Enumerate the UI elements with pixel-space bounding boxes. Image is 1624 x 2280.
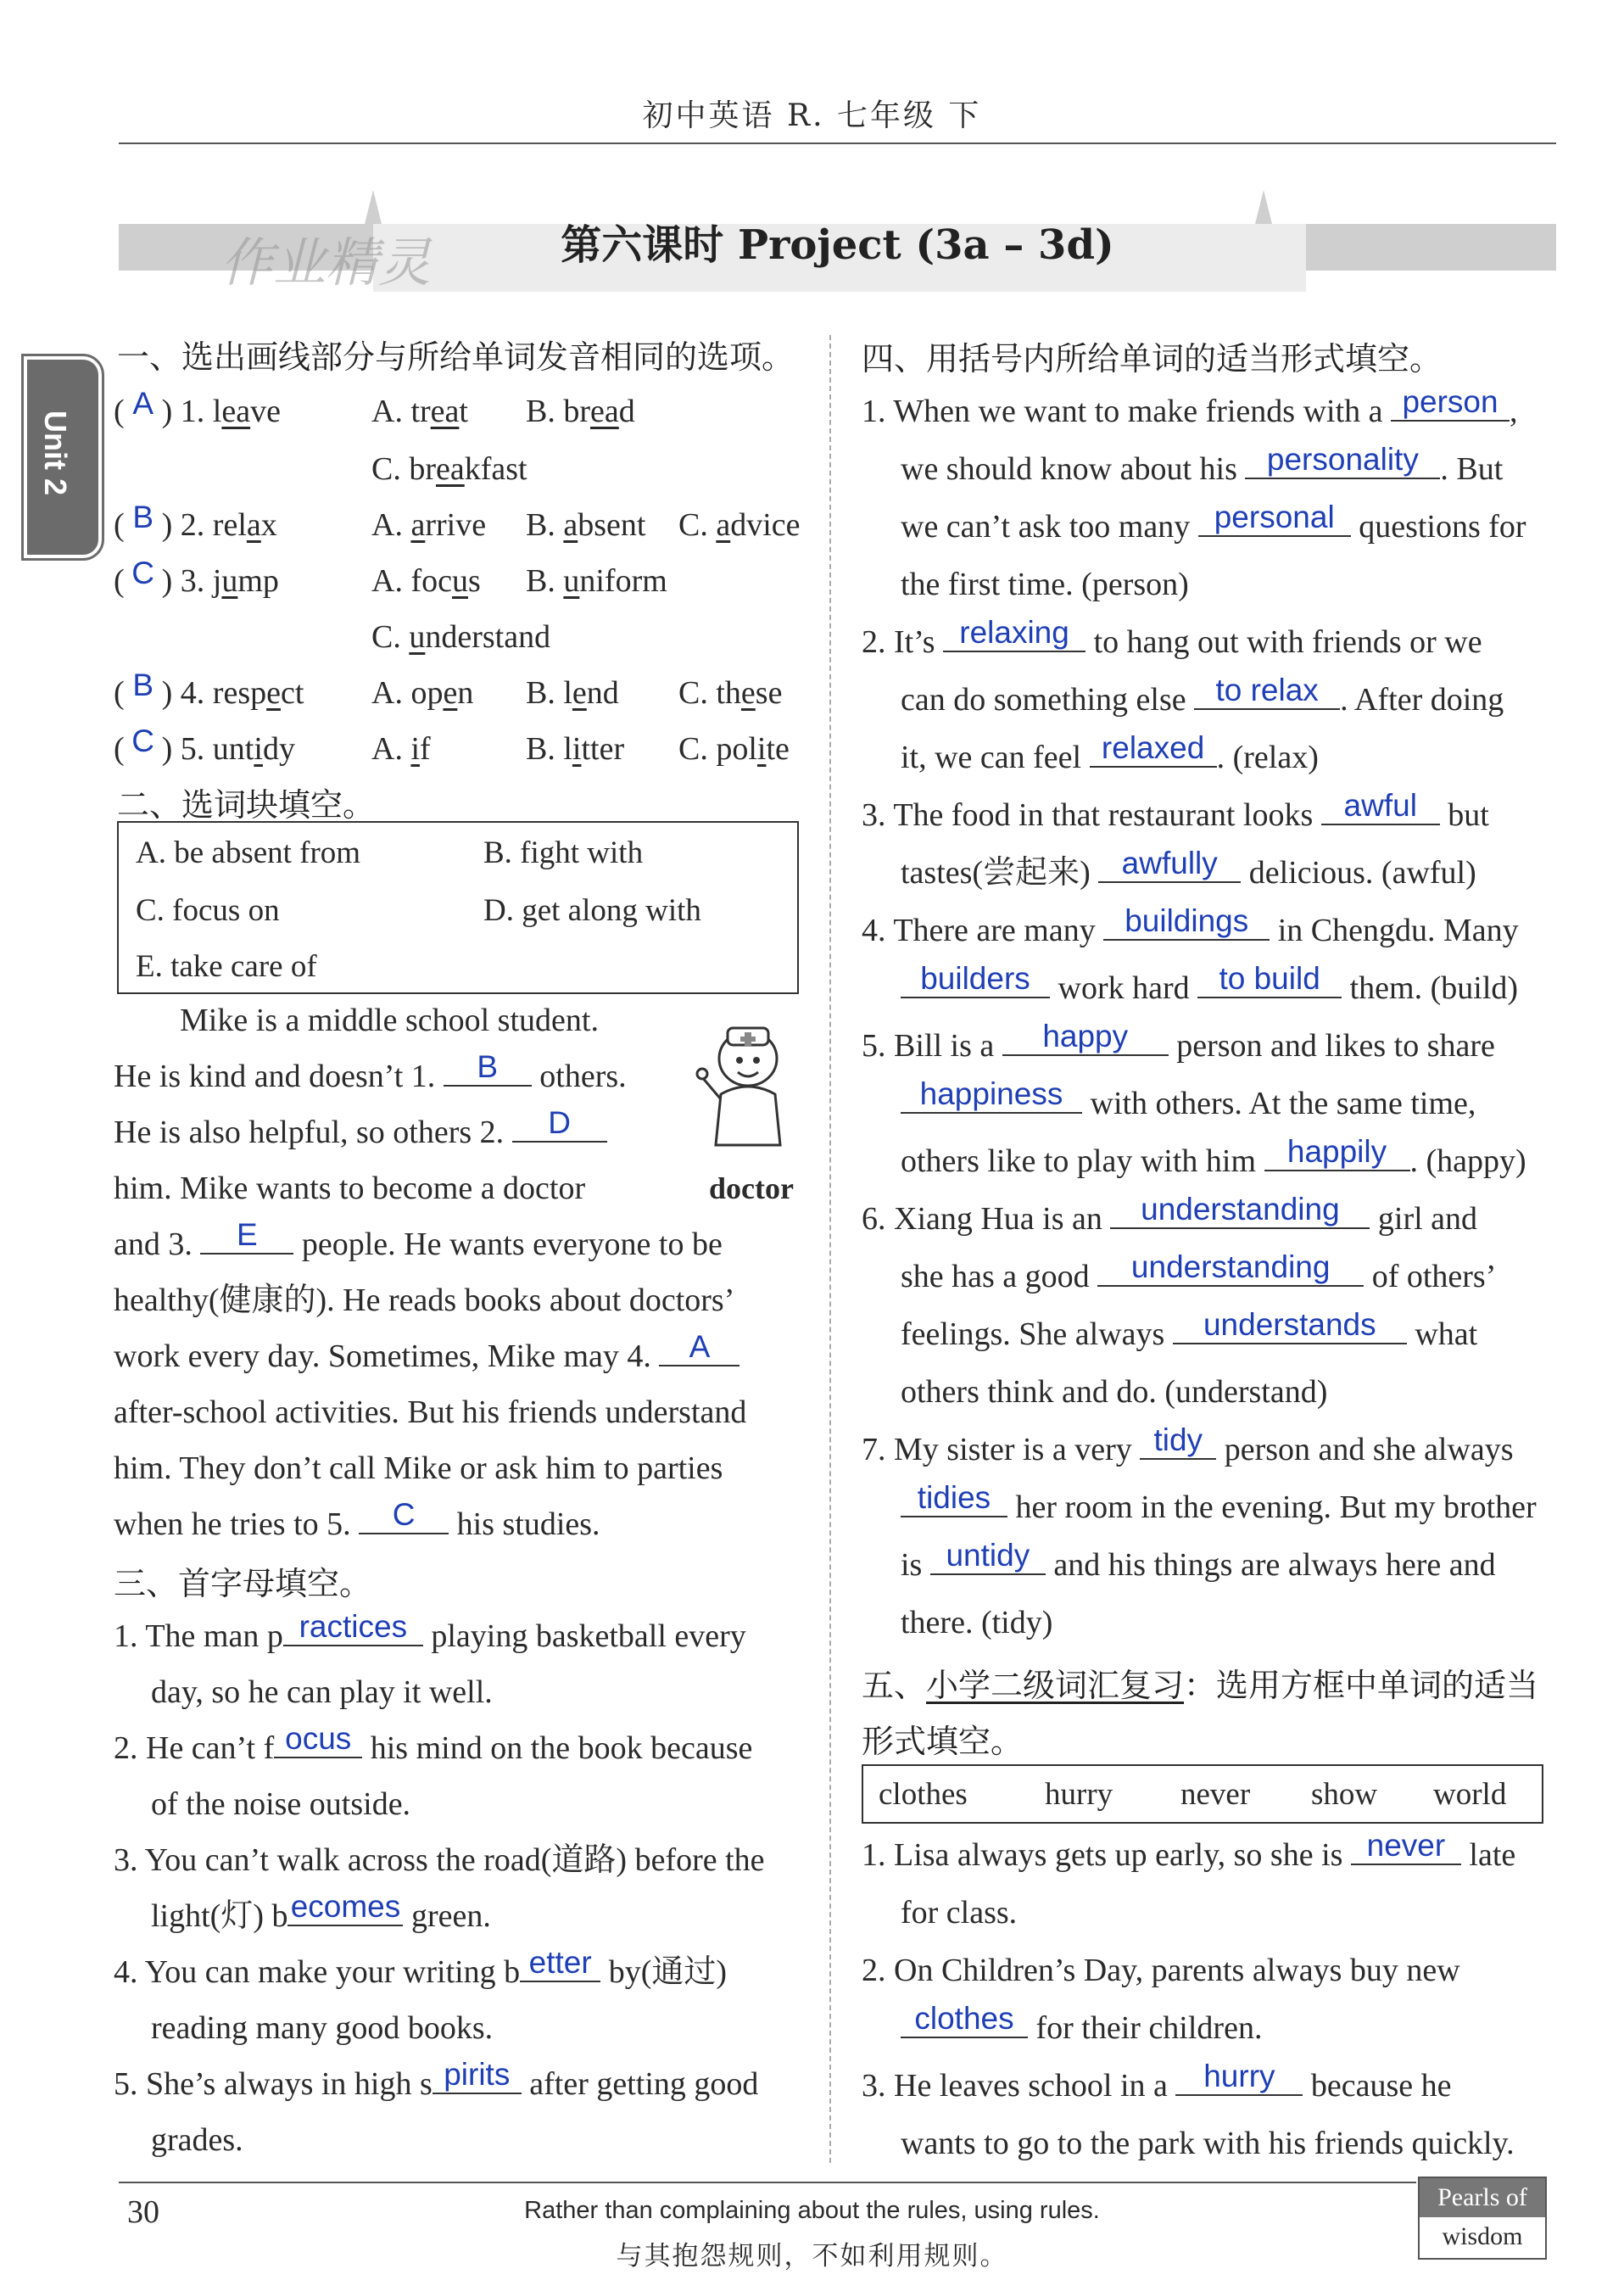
passage-line-1: Mike is a middle school student. [180,1003,599,1038]
s4-q1-l2: we should know about his personality . But [901,442,1504,487]
s5-word-1: clothes [879,1777,968,1812]
page-title: 第六课时 Project (3a – 3d) [561,221,1114,269]
s1-item-4-option-b: B. lend [526,675,619,711]
s1-item-5-option-c: C. polite [678,731,790,767]
passage-line-6: healthy(健康的). He reads books about doctors’ [114,1282,735,1318]
s3-q3: 3. You can’t walk across the road(道路) before the [114,1842,765,1878]
s4-q7-l4: there. (tidy) [901,1605,1053,1640]
s4-q6-l1: 6. Xiang Hua is an understanding girl and [862,1192,1478,1237]
section5-word-box [862,1764,1543,1824]
s1-answer: B [132,668,153,702]
pearls-badge-top: Pearls of [1420,2178,1545,2217]
s4-q2-l3: it, we can feel relaxed . (relax) [901,730,1319,775]
footer-quote-en: Rather than complaining about the rules, using rules. [524,2197,1100,2224]
section5-heading-line2: 形式填空。 [862,1723,1024,1760]
s1-item-5: ( C ) 5. untidy [114,724,295,767]
s1-item-3-option-a: A. focus [371,563,481,599]
s5-q2-l1: 2. On Children’s Day, parents always buy new [862,1953,1460,1988]
s4-q3-l1: 3. The food in that restaurant looks awful but [862,788,1489,833]
s1-item-1: ( A ) 1. leave [114,386,281,429]
s4-q1-l1: 1. When we want to make friends with a person , [862,384,1518,429]
s1-answer: B [132,500,153,534]
s1-item-3-option-b: B. uniform [526,563,667,599]
word-bank-b: B. fight with [483,835,644,870]
s1-item-2-option-a: A. arrive [371,507,487,543]
doctor-caption: doctor [709,1171,794,1205]
s5-q3-l1: 3. He leaves school in a hurry because he [862,2059,1452,2104]
passage-line-4: him. Mike wants to become a doctor [114,1171,586,1206]
s1-item-1-option-c: C. breakfast [371,451,527,487]
section2-heading: 二、选词块填空。 [117,786,376,824]
passage-line-10: when he tries to 5. C his studies. [114,1497,600,1542]
passage-answer-3: E [237,1217,258,1252]
s1-item-2-option-c: C. advice [678,507,801,543]
passage-line-9: him. They don’t call Mike or ask him to parties [114,1450,723,1486]
section5-heading: 五、小学二级词汇复习：选用方框中单词的适当 [862,1667,1539,1704]
passage-line-8: after-school activities. But his friends understand [114,1394,747,1430]
s5-q1-l1: 1. Lisa always gets up early, so she is never late [862,1828,1516,1873]
s1-item-2: ( B ) 2. relax [114,500,277,543]
s1-item-5-option-b: B. litter [526,731,625,767]
header-rule [119,142,1556,144]
unit-side-tab [24,356,102,558]
s5-word-4: show [1311,1777,1378,1812]
passage-line-7: work every day. Sometimes, Mike may 4. A [114,1340,739,1372]
s5-word-3: never [1180,1777,1251,1812]
footer-rule [119,2182,1416,2183]
s1-item-1-option-b: B. bread [526,394,635,429]
passage-line-3: He is also helpful, so others 2. D [114,1116,607,1148]
s4-q4-l2: builders work hard to build them. (build) [901,972,1518,1004]
s5-word-5: world [1433,1777,1507,1812]
section4-heading: 四、用括号内所给单词的适当形式填空。 [862,340,1443,377]
pearls-badge [1418,2177,1547,2260]
s4-q5-l2: happiness with others. At the same time, [901,1087,1476,1120]
word-bank-a: A. be absent from [136,835,361,870]
s1-item-5-option-a: A. if [371,731,431,767]
s1-item-4-option-c: C. these [678,675,783,711]
pearls-badge-bottom: wisdom [1442,2222,1523,2250]
s3-q2-cont: of the noise outside. [151,1786,411,1822]
unit-label: Unit 2 [38,411,73,496]
s4-q1-l3: we can’t ask too many personal questions for [901,500,1526,545]
s4-q1-l4: the first time. (person) [901,567,1189,602]
s4-q5-l1: 5. Bill is a happy person and likes to share [862,1019,1495,1064]
s4-q4-l1: 4. There are many buildings in Chengdu. Many [862,903,1519,948]
section1-heading: 一、选出画线部分与所给单词发音相同的选项。 [117,338,795,376]
passage-line-2: He is kind and doesn’t 1. B others. [114,1049,627,1094]
section3-heading: 三、首字母填空。 [114,1565,372,1602]
doctor-illustration [695,1018,797,1154]
doctor-cartoon-icon [695,1018,797,1154]
s4-q2-l1: 2. It’s relaxing to hang out with friends or we [862,615,1482,660]
s3-q5-cont: grades. [151,2122,243,2158]
s1-answer: C [131,724,155,758]
s4-q2-l2: can do something else to relax . After doing [901,673,1504,718]
s3-q5: 5. She’s always in high s pirits after getting good [114,2057,759,2102]
title-banner [119,190,1556,292]
word-bank-e: E. take care of [136,949,317,984]
s1-item-3-option-c: C. understand [371,619,551,655]
s3-q1: 1. The man p ractices playing basketball every [114,1609,746,1654]
footer-quote-zh: 与其抱怨规则，不如利用规则。 [616,2241,1008,2272]
s4-q6-l3: feelings. She always understands what [901,1307,1478,1352]
word-bank-d: D. get along with [483,893,701,928]
s1-item-1-option-a: A. treat [371,394,468,429]
column-divider [829,335,831,2163]
s3-q4: 4. You can make your writing b etter by(通过) [114,1945,727,1990]
s3-q1-cont: day, so he can play it well. [151,1674,493,1710]
s1-item-2-option-b: B. absent [526,507,646,543]
s5-q1-l2: for class. [901,1895,1018,1931]
s4-q7-l2: tidies her room in the evening. But my brother [901,1491,1537,1523]
passage-answer-4: A [689,1329,711,1364]
word-bank-box [117,821,799,994]
s4-q6-l2: she has a good understanding of others’ [901,1249,1497,1294]
book-header: 初中英语 R. 七年级 下 [642,98,982,133]
s1-item-4: ( B ) 4. respect [114,668,304,711]
s4-q5-l3: others like to play with him happily . (happy) [901,1134,1526,1179]
s1-answer: A [132,386,153,421]
banner-watermark: 作业精灵 [220,232,432,293]
s3-q3-cont: light(灯) b ecomes green. [151,1889,491,1934]
word-bank-c: C. focus on [136,893,280,928]
s5-word-2: hurry [1045,1777,1113,1812]
s5-q3-l2: wants to go to the park with his friends quickly. [901,2126,1515,2161]
s1-item-3: ( C ) 3. jump [114,556,279,599]
s3-q4-cont: reading many good books. [151,2010,494,2046]
page-number: 30 [127,2194,159,2230]
passage-answer-1: B [477,1049,499,1084]
passage-line-5: and 3. E people. He wants everyone to be [114,1217,723,1262]
s1-item-4-option-a: A. open [371,675,474,711]
s3-q2: 2. He can’t f ocus his mind on the book because [114,1721,753,1766]
s5-q2-l2: clothes for their children. [901,2012,1262,2044]
s1-answer: C [131,556,155,590]
passage-answer-5: C [392,1497,416,1532]
s4-q6-l4: others think and do. (understand) [901,1374,1328,1410]
passage-answer-2: D [548,1105,572,1140]
s4-q7-l1: 7. My sister is a very tidy person and she always [862,1422,1514,1467]
s4-q7-l3: is untidy and his things are always here and [901,1538,1496,1583]
s4-q3-l2: tastes(尝起来) awfully delicious. (awful) [901,846,1476,891]
